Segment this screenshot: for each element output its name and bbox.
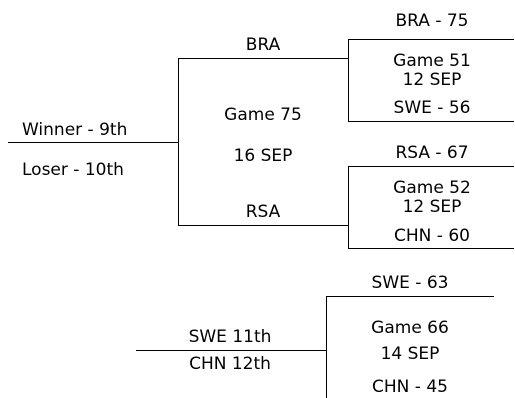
final-11th-game-label: Game 66 [371,318,449,338]
semi-bottom-date-label: 12 SEP [402,197,462,217]
semi-top-game-label: Game 51 [393,51,471,71]
final-9th-team-bottom: RSA [245,202,281,222]
semi-top-bottom-result: SWE - 56 [393,98,471,118]
final-11th-bottom-result: CHN - 45 [372,377,448,397]
semi-top-date-label: 12 SEP [402,70,462,90]
semi-bottom-bottom-result: CHN - 60 [394,226,470,246]
loser-10th-label: Loser - 10th [22,160,124,180]
semi-bottom-top-result: RSA - 67 [395,143,469,163]
semi-bottom-game-label: Game 52 [393,178,471,198]
semi-top-top-result: BRA - 75 [395,11,469,31]
final-11th-date-label: 14 SEP [380,344,440,364]
winner-11th-label: SWE 11th [188,327,272,347]
final-9th-date-label: 16 SEP [233,146,293,166]
final-11th-top-result: SWE - 63 [371,273,449,293]
winner-9th-label: Winner - 9th [22,120,128,140]
loser-12th-label: CHN 12th [189,354,271,374]
final-9th-team-top: BRA [245,35,281,55]
final-9th-game-label: Game 75 [224,105,302,125]
